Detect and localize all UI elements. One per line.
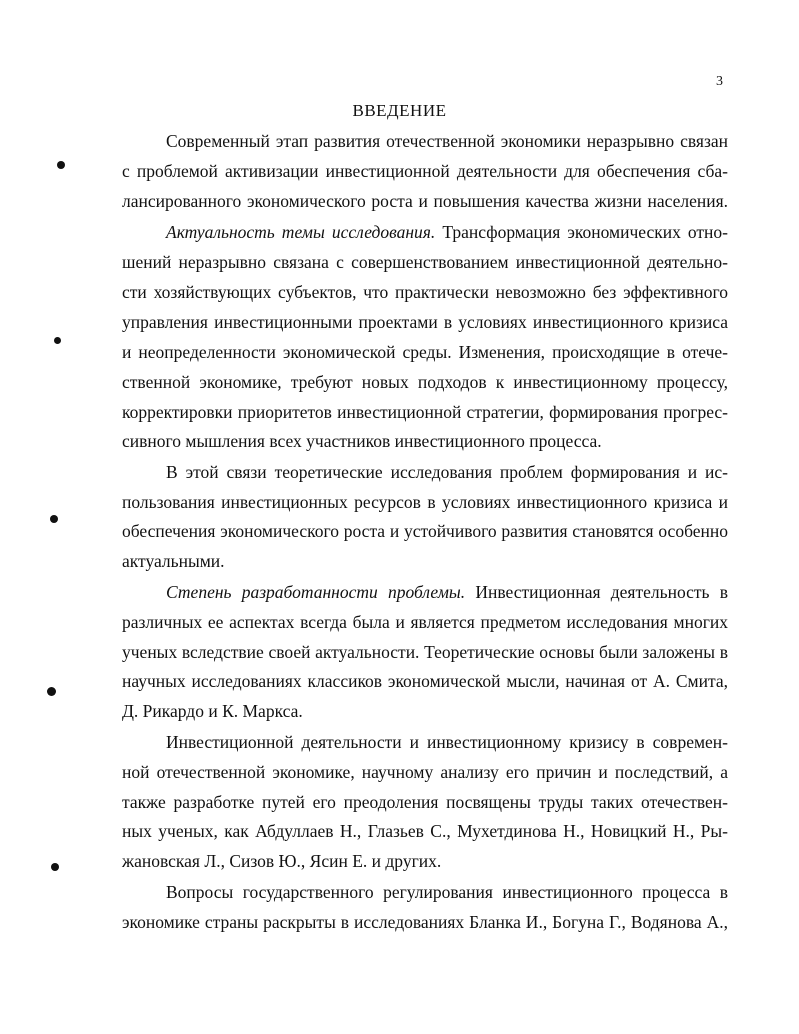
paragraph-1-line: с проблемой активизации инвестиционной деятельности для обеспечения сба-	[122, 161, 728, 181]
paragraph-5-line: также разработке путей его преодоления посвящены труды таких отечествен-	[122, 792, 728, 812]
paragraph-4-line: Д. Рикардо и К. Маркса.	[122, 701, 303, 721]
paragraph-2-line: корректировки приоритетов инвестиционной стратегии, формирования прогрес-	[122, 402, 728, 422]
paragraph-5-line: жановская Л., Сизов Ю., Ясин Е. и других.	[122, 851, 442, 871]
paragraph-2-line: шений неразрывно связана с совершенствованием инвестиционной деятельно-	[122, 252, 728, 272]
binding-hole-mark	[57, 161, 65, 169]
page-title: ВВЕДЕНИЕ	[352, 101, 447, 120]
binding-hole-mark	[54, 337, 61, 344]
binding-hole-mark	[47, 687, 56, 696]
paragraph-4-text: Инвестиционная деятельность в	[465, 582, 729, 602]
binding-hole-mark	[51, 863, 59, 871]
paragraph-1-line: Современный этап развития отечественной экономики неразрывно связан	[166, 131, 728, 151]
paragraph-3-line: пользования инвестиционных ресурсов в условиях инвестиционного кризиса и	[122, 492, 728, 512]
paragraph-5-line: ных ученых, как Абдуллаев Н., Глазьев С., Мухетдинова Н., Новицкий Н., Ры-	[122, 821, 728, 841]
italic-heading-development: Степень разработанности проблемы.	[166, 582, 466, 602]
paragraph-2-text: Трансформация экономических отно-	[435, 222, 728, 242]
paragraph-4-line	[166, 581, 728, 603]
paragraph-1-line: лансированного экономического роста и повышения качества жизни населения.	[122, 191, 728, 211]
paragraph-2-line: сивного мышления всех участников инвестиционного процесса.	[122, 431, 602, 451]
paragraph-2-line: сти хозяйствующих субъектов, что практически невозможно без эффективного	[122, 282, 728, 302]
paragraph-2-line: и неопределенности экономической среды. Изменения, происходящие в отече-	[122, 342, 728, 362]
paragraph-6-line: экономике страны раскрыты в исследованиях Бланка И., Богуна Г., Водянова А.,	[122, 912, 728, 932]
paragraph-4-line: научных исследованиях классиков экономической мысли, начиная от А. Смита,	[122, 671, 728, 691]
paragraph-3-line: обеспечения экономического роста и устойчивого развития становятся особенно	[122, 521, 728, 541]
paragraph-5-line: Инвестиционной деятельности и инвестиционному кризису в современ-	[166, 732, 728, 752]
paragraph-2-line: управления инвестиционными проектами в условиях инвестиционного кризиса	[122, 312, 728, 332]
paragraph-4-line: ученых вследствие своей актуальности. Теоретические основы были заложены в	[122, 642, 728, 662]
page-number: 3	[716, 74, 723, 89]
italic-heading-actuality: Актуальность темы исследования.	[166, 222, 436, 242]
paragraph-2-line: ственной экономике, требуют новых подходов к инвестиционному процессу,	[122, 372, 728, 392]
paragraph-5-line: ной отечественной экономике, научному анализу его причин и последствий, а	[122, 762, 728, 782]
paragraph-3-line: В этой связи теоретические исследования проблем формирования и ис-	[166, 462, 728, 482]
paragraph-2-line	[166, 221, 728, 243]
paragraph-3-line: актуальными.	[122, 551, 225, 571]
paragraph-4-line: различных ее аспектах всегда была и является предметом исследования многих	[122, 612, 728, 632]
paragraph-6-line: Вопросы государственного регулирования инвестиционного процесса в	[166, 882, 728, 902]
binding-hole-mark	[50, 515, 58, 523]
